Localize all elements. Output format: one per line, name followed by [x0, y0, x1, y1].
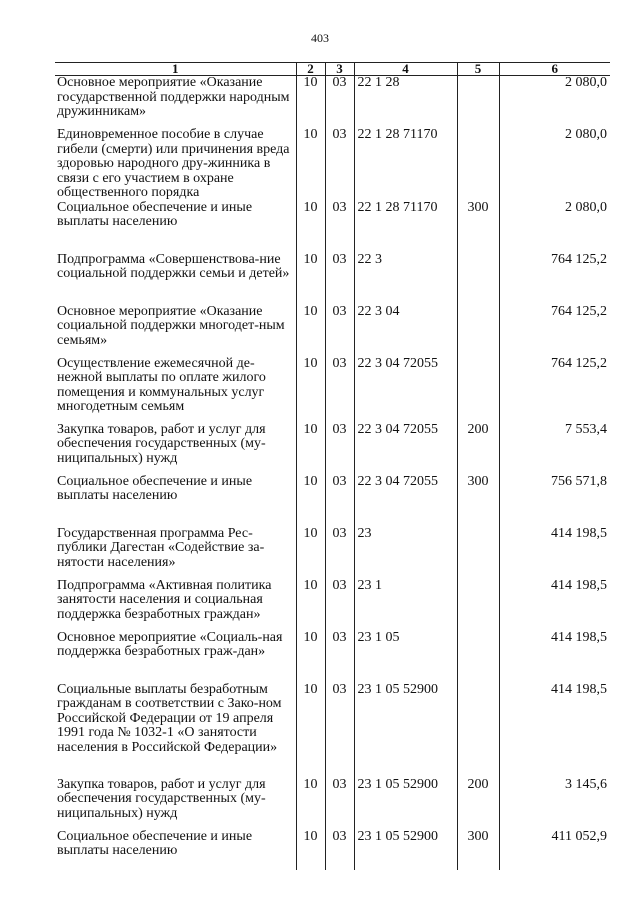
row-amount: 411 052,9: [499, 830, 610, 870]
row-section-code: 10: [296, 423, 325, 475]
row-name: Социальное обеспечение и иные выплаты населению: [57, 199, 253, 229]
row-expense-type: 200: [457, 778, 499, 830]
row-amount: 2 080,0: [499, 128, 610, 201]
column-header-2: 2: [296, 63, 325, 76]
row-expense-type: [457, 305, 499, 357]
row-target-code: 23 1 05 52900: [354, 683, 457, 778]
row-amount: 414 198,5: [499, 631, 610, 683]
row-subsection-code: 03: [325, 128, 354, 201]
row-amount: 3 145,6: [499, 778, 610, 830]
row-target-code: 22 3 04 72055: [354, 475, 457, 527]
table-row: [55, 527, 610, 579]
row-target-code: 23 1 05 52900: [354, 778, 457, 830]
row-amount: 2 080,0: [499, 76, 610, 129]
row-name: Социальное обеспечение и иные выплаты населению: [57, 473, 253, 503]
row-subsection-code: 03: [325, 527, 354, 579]
row-name: Закупка товаров, работ и услуг для обеспечения государственных (му-ниципальных) нужд: [57, 776, 266, 821]
row-target-code: 22 3: [354, 253, 457, 305]
row-name: Социальное обеспечение и иные выплаты населению: [57, 828, 253, 858]
row-subsection-code: 03: [325, 830, 354, 870]
row-subsection-code: 03: [325, 253, 354, 305]
row-name: Основное мероприятие «Оказание государственной поддержки народным дружинникам»: [57, 75, 290, 119]
table-row: [55, 253, 610, 305]
header-row: [55, 63, 610, 76]
row-section-code: 10: [296, 128, 325, 201]
row-section-code: 10: [296, 579, 325, 631]
row-amount: 7 553,4: [499, 423, 610, 475]
row-expense-type: [457, 76, 499, 129]
row-section-code: 10: [296, 305, 325, 357]
row-name: Закупка товаров, работ и услуг для обеспечения государственных (му-ниципальных) нужд: [57, 421, 266, 466]
row-expense-type: [457, 253, 499, 305]
table-row: [55, 305, 610, 357]
row-subsection-code: 03: [325, 201, 354, 253]
row-amount: 764 125,2: [499, 305, 610, 357]
row-section-code: 10: [296, 778, 325, 830]
row-subsection-code: 03: [325, 579, 354, 631]
row-target-code: 23 1: [354, 579, 457, 631]
row-target-code: 23 1 05 52900: [354, 830, 457, 870]
row-amount: 764 125,2: [499, 253, 610, 305]
row-expense-type: [457, 527, 499, 579]
row-section-code: 10: [296, 631, 325, 683]
row-target-code: 23: [354, 527, 457, 579]
row-section-code: 10: [296, 683, 325, 778]
row-section-code: 10: [296, 253, 325, 305]
row-subsection-code: 03: [325, 305, 354, 357]
row-name: Государственная программа Рес-публики Дагестан «Содействие за-нятости населения»: [57, 525, 265, 570]
table-row: [55, 683, 610, 778]
row-amount: 414 198,5: [499, 579, 610, 631]
column-header-6: 6: [499, 63, 610, 76]
row-amount: 414 198,5: [499, 527, 610, 579]
column-header-3: 3: [325, 63, 354, 76]
table-row: [55, 128, 610, 201]
table-row: [55, 475, 610, 527]
row-target-code: 23 1 05: [354, 631, 457, 683]
row-target-code: 22 1 28: [354, 76, 457, 129]
row-subsection-code: 03: [325, 357, 354, 423]
row-section-code: 10: [296, 357, 325, 423]
column-header-5: 5: [457, 63, 499, 76]
row-amount: 2 080,0: [499, 201, 610, 253]
row-subsection-code: 03: [325, 778, 354, 830]
row-expense-type: 200: [457, 423, 499, 475]
table-row: [55, 778, 610, 830]
row-target-code: 22 1 28 71170: [354, 128, 457, 201]
row-expense-type: 300: [457, 830, 499, 870]
row-name: Подпрограмма «Активная политика занятости населения и социальная поддержка безработных граждан»: [57, 577, 272, 622]
budget-table: [55, 62, 610, 870]
table-row: [55, 357, 610, 423]
row-section-code: 10: [296, 830, 325, 870]
row-subsection-code: 03: [325, 683, 354, 778]
table-row: [55, 579, 610, 631]
row-target-code: 22 3 04 72055: [354, 357, 457, 423]
row-amount: 756 571,8: [499, 475, 610, 527]
row-name: Подпрограмма «Совершенствова-ние социальной поддержки семьи и детей»: [57, 251, 290, 281]
row-subsection-code: 03: [325, 423, 354, 475]
row-expense-type: [457, 683, 499, 778]
row-amount: 764 125,2: [499, 357, 610, 423]
row-section-code: 10: [296, 201, 325, 253]
row-name: Основное мероприятие «Социаль-ная поддержка безработных граж-дан»: [57, 629, 283, 659]
row-target-code: 22 1 28 71170: [354, 201, 457, 253]
column-header-1: 1: [55, 63, 296, 76]
row-expense-type: [457, 357, 499, 423]
row-subsection-code: 03: [325, 76, 354, 129]
row-target-code: 22 3 04: [354, 305, 457, 357]
row-expense-type: 300: [457, 475, 499, 527]
row-name: Основное мероприятие «Оказание социальной поддержки многодет-ным семьям»: [57, 303, 285, 348]
row-section-code: 10: [296, 475, 325, 527]
page-number: 403: [311, 31, 329, 45]
row-expense-type: 300: [457, 201, 499, 253]
row-name: Единовременное пособие в случае гибели (смерти) или причинения вреда здоровью народного дру-жинника в связи с его участием в охране общественного порядка: [57, 127, 290, 200]
row-section-code: 10: [296, 76, 325, 129]
row-expense-type: [457, 579, 499, 631]
row-amount: 414 198,5: [499, 683, 610, 778]
row-name: Социальные выплаты безработным гражданам в соответствии с Зако-ном Российской Федерации от 19 апреля 1991 года № 1032-1 «О занятости населения в Российской Федерации»: [57, 681, 282, 755]
table-row: [55, 631, 610, 683]
row-expense-type: [457, 128, 499, 201]
table-row: [55, 830, 610, 870]
row-target-code: 22 3 04 72055: [354, 423, 457, 475]
row-section-code: 10: [296, 527, 325, 579]
table-row: [55, 423, 610, 475]
row-subsection-code: 03: [325, 631, 354, 683]
table-row: [55, 201, 610, 253]
row-subsection-code: 03: [325, 475, 354, 527]
column-header-4: 4: [354, 63, 457, 76]
row-name: Осуществление ежемесячной де-нежной выплаты по оплате жилого помещения и коммунальных услуг многодетным семьям: [57, 355, 266, 414]
table-row: [55, 76, 610, 129]
row-expense-type: [457, 631, 499, 683]
